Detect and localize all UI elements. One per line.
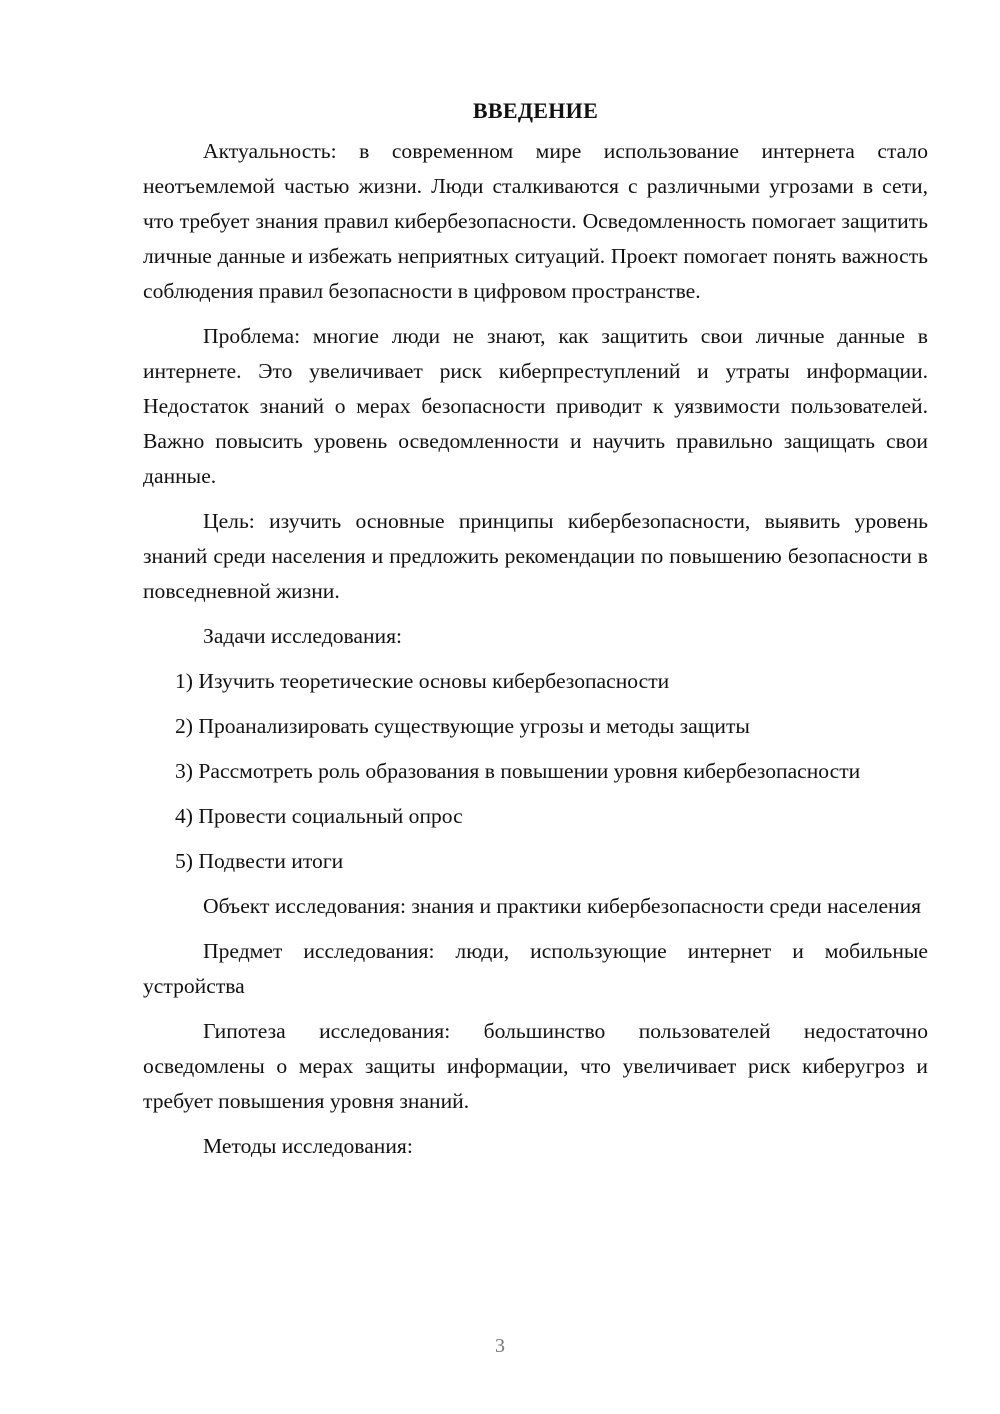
paragraph-hypothesis: Гипотеза исследования: большинство пользователей недостаточно осведомлены о мерах защиты информации, что увеличивает риск киберугроз и требует повышения уровня знаний. [143, 1019, 928, 1113]
paragraph-methods: Методы исследования: [203, 1134, 413, 1158]
paragraph-problem: Проблема: многие люди не знают, как защитить свои личные данные в интернете. Это увеличивает риск киберпреступлений и утраты информации. Недостаток знаний о мерах безопасности приводит к уязвимости пользователей. Важно повысить уровень осведомленности и научить правильно защищать свои данные. [143, 324, 928, 488]
task-list [143, 664, 928, 879]
paragraph-subject: Предмет исследования: люди, использующие интернет и мобильные устройства [143, 939, 928, 998]
document-page [143, 96, 928, 1174]
page-number: 3 [495, 1335, 505, 1357]
list-item: 2) Проанализировать существующие угрозы и методы защиты [175, 714, 750, 738]
list-item: 5) Подвести итоги [175, 849, 344, 873]
list-item: 3) Рассмотреть роль образования в повышении уровня кибербезопасности [175, 759, 861, 783]
paragraph-tasks-heading: Задачи исследования: [203, 624, 403, 648]
paragraph-object: Объект исследования: знания и практики кибербезопасности среди населения [203, 894, 922, 918]
paragraph-goal: Цель: изучить основные принципы кибербезопасности, выявить уровень знаний среди населения и предложить рекомендации по повышению безопасности в повседневной жизни. [143, 509, 928, 603]
paragraph-relevance: Актуальность: в современном мире использование интернета стало неотъемлемой частью жизни. Люди сталкиваются с различными угрозами в сети, что требует знания правил кибербезопасности. Осведомленность помогает защитить личные данные и избежать неприятных ситуаций. Проект помогает понять важность соблюдения правил безопасности в цифровом пространстве. [143, 139, 928, 303]
list-item: 4) Провести социальный опрос [175, 804, 463, 828]
list-item: 1) Изучить теоретические основы кибербезопасности [175, 669, 670, 693]
section-title: ВВЕДЕНИЕ [472, 98, 599, 123]
